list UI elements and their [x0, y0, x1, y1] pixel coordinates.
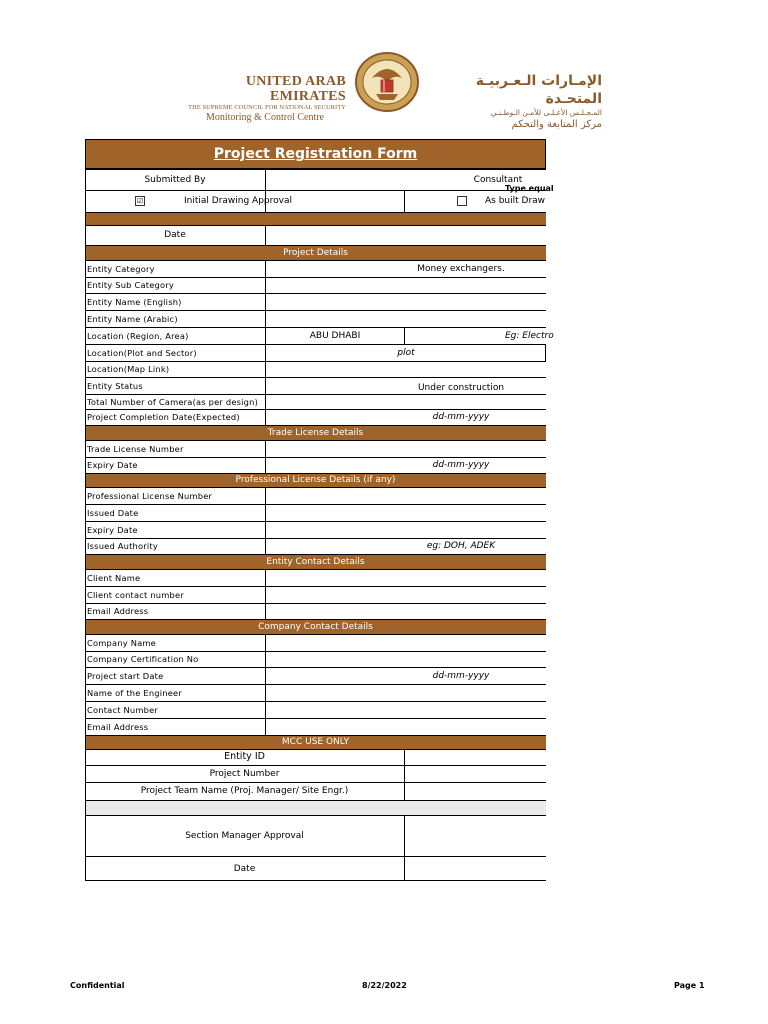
checkbox-checked-icon[interactable]: ☑	[136, 197, 144, 205]
council-name: THE SUPREME COUNCIL FOR NATIONAL SECURITY	[188, 104, 346, 111]
entity-name-en-label: Entity Name (English)	[87, 296, 182, 307]
contact-number-label: Contact Number	[87, 704, 159, 715]
entity-name-ar-label: Entity Name (Arabic)	[87, 313, 178, 324]
date-input[interactable]	[266, 226, 546, 244]
as-built-label: As built Draw	[485, 196, 546, 206]
council-name-ar: المـجـلـس الأعـلـى للأمـن الـوطـنـي	[490, 108, 602, 117]
client-contact-label: Client contact number	[87, 589, 184, 600]
issued-date-label: Issued Date	[87, 507, 139, 518]
uae-emblem-icon	[354, 52, 420, 112]
client-name-label: Client Name	[87, 572, 141, 583]
separator-band	[85, 212, 546, 225]
location-region-label: Location (Region, Area)	[87, 330, 189, 341]
mcc-date-label: Date	[233, 863, 256, 874]
project-number-label: Project Number	[209, 768, 280, 779]
location-plot-value[interactable]: plot	[397, 347, 415, 358]
prof-license-number-label: Professional License Number	[87, 490, 213, 501]
issued-authority-label: Issued Authority	[87, 541, 158, 551]
section-trade-license: Trade License Details	[85, 425, 546, 440]
trade-expiry-value[interactable]: dd-mm-yyyy	[432, 460, 490, 470]
type-equal-note: Type equal	[505, 184, 554, 193]
gray-separator	[85, 800, 546, 815]
trade-expiry-label: Expiry Date	[87, 460, 138, 470]
company-cert-label: Company Certification No	[87, 654, 199, 664]
registration-form	[85, 139, 554, 881]
date-label: Date	[164, 230, 186, 240]
completion-date-value[interactable]: dd-mm-yyyy	[432, 412, 490, 422]
country-name: UNITED ARAB EMIRATES	[245, 74, 346, 104]
entity-sub-category-label: Entity Sub Category	[87, 280, 174, 290]
section-manager-label: Section Manager Approval	[185, 830, 304, 841]
client-email-label: Email Address	[87, 606, 149, 616]
entity-status-value[interactable]: Under construction	[417, 382, 505, 393]
letterhead-arabic	[426, 72, 602, 132]
company-email-label: Email Address	[87, 721, 149, 732]
initial-approval-option[interactable]	[135, 190, 365, 212]
submitted-by-label: Submitted By	[144, 174, 206, 185]
centre-name-ar: مركز المتابعة والتحكم	[511, 119, 602, 130]
approval-inputs[interactable]	[405, 815, 546, 881]
issued-authority-hint: eg: DOH, ADEK	[426, 541, 496, 551]
trade-license-number-label: Trade License Number	[87, 443, 184, 454]
centre-name: Monitoring & Control Centre	[205, 112, 324, 123]
entity-status-label: Entity Status	[87, 380, 143, 391]
project-start-label: Project start Date	[87, 670, 164, 681]
location-plot-label: Location(Plot and Sector)	[87, 347, 197, 358]
country-name-ar: الإمـارات الـعـربيـة المتحـدة	[475, 73, 602, 107]
section-mcc-use: MCC USE ONLY	[85, 735, 546, 749]
location-region-value[interactable]: ABU DHABI	[309, 330, 361, 341]
form-title-band	[85, 139, 546, 169]
footer-confidential: Confidential	[70, 981, 125, 990]
as-built-option[interactable]	[457, 190, 546, 212]
section-entity-contact: Entity Contact Details	[85, 554, 546, 569]
total-cameras-label: Total Number of Camera(as per design)	[87, 396, 259, 407]
mcc-value-inputs[interactable]	[405, 749, 546, 800]
completion-date-label: Project Completion Date(Expected)	[87, 412, 240, 422]
letterhead-english	[170, 74, 346, 124]
location-hint: Eg: Electro	[505, 330, 554, 341]
footer-page: Page 1	[674, 981, 705, 990]
engineer-name-label: Name of the Engineer	[87, 687, 182, 698]
checkbox-unchecked-icon[interactable]	[457, 196, 467, 206]
section-professional-license: Professional License Details (if any)	[85, 473, 546, 487]
location-map-label: Location(Map Link)	[87, 364, 170, 374]
section-company-contact: Company Contact Details	[85, 619, 546, 634]
project-team-label: Project Team Name (Proj. Manager/ Site Engr.)	[140, 786, 349, 796]
company-name-label: Company Name	[87, 637, 156, 648]
section-project-details: Project Details	[85, 245, 546, 260]
entity-category-label: Entity Category	[87, 263, 155, 274]
form-title: Project Registration Form	[213, 146, 418, 162]
prof-expiry-label: Expiry Date	[87, 524, 138, 535]
footer-date: 8/22/2022	[362, 981, 407, 990]
consultant-label: Consultant	[473, 174, 523, 185]
entity-id-label: Entity ID	[224, 751, 265, 762]
entity-category-value[interactable]: Money exchangers.	[417, 263, 505, 274]
initial-approval-label: Initial Drawing Approval	[184, 196, 292, 206]
project-start-value[interactable]: dd-mm-yyyy	[432, 670, 490, 681]
